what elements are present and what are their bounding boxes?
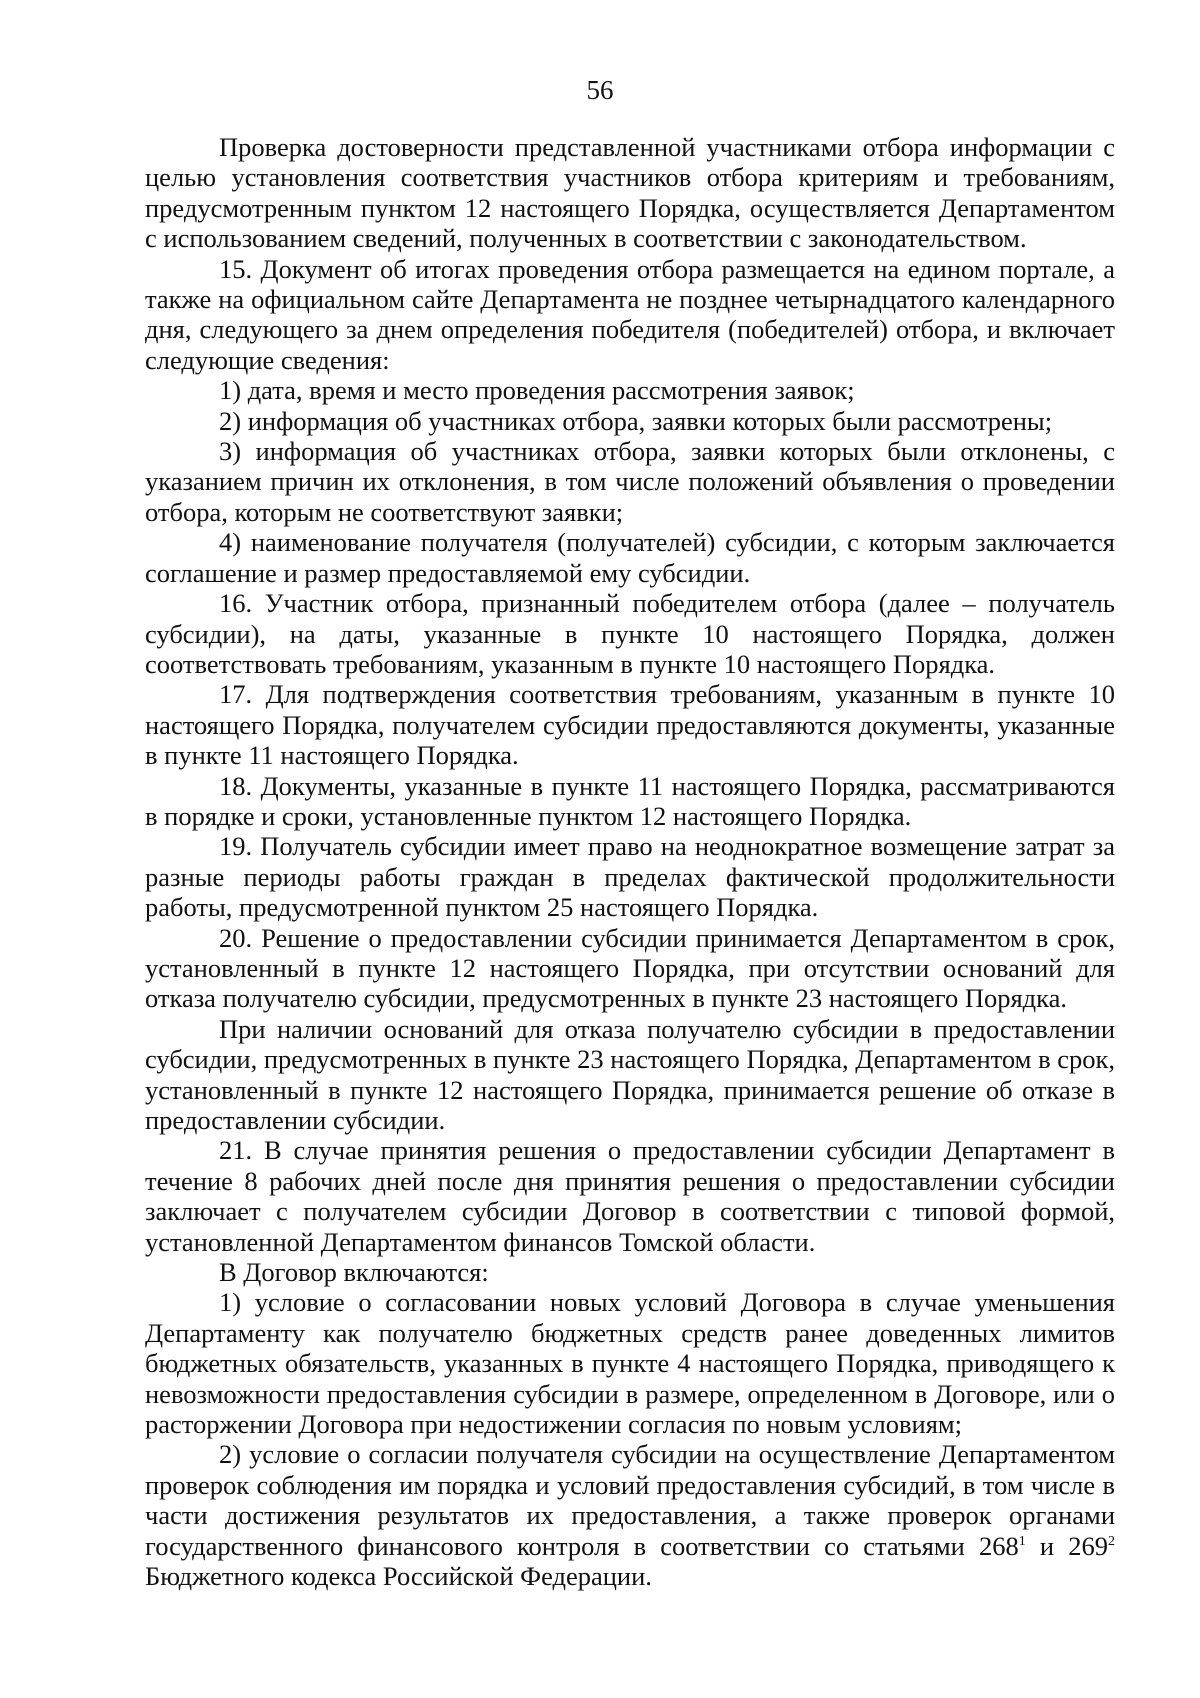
list-item-contract-2-text-after: Бюджетного кодекса Российской Федерации. [145, 1561, 652, 1592]
document-body [145, 132, 1115, 1592]
list-item-contract-1: 1) условие о согласовании новых условий Договора в случае уменьшения Департаменту как получателю бюджетных средств ранее доведенных лимитов бюджетных обязательств, указанных в пункте 4 настоящего Порядка, приводящего к невозможности предоставления субсидии в размере, определенном в Договоре, или о расторжении Договора при недостижении согласия по новым условиям; [145, 1287, 1115, 1440]
paragraph-15: 15. Документ об итогах проведения отбора размещается на едином портале, а также на официальном сайте Департамента не позднее четырнадцатого календарного дня, следующего за днем определения победителя (победителей) отбора, и включает следующие сведения: [145, 253, 1115, 375]
paragraph-20: 20. Решение о предоставлении субсидии принимается Департаментом в срок, установленный в пункте 12 настоящего Порядка, при отсутствии оснований для отказа получателю субсидии, предусмотренных в пункте 23 настоящего Порядка. [145, 922, 1115, 1014]
paragraph-20-refusal: При наличии оснований для отказа получателю субсидии в предоставлении субсидии, предусмотренных в пункте 23 настоящего Порядка, Департаментом в срок, установленный в пункте 12 настоящего Порядка, принимается решение об отказе в предоставлении субсидии. [145, 1013, 1115, 1135]
list-item-15-4: 4) наименование получателя (получателей) субсидии, с которым заключается соглашение и размер предоставляемой ему субсидии. [145, 527, 1115, 588]
list-item-contract-2 [145, 1439, 1115, 1591]
paragraph-18: 18. Документы, указанные в пункте 11 настоящего Порядка, рассматриваются в порядке и сроки, установленные пунктом 12 настоящего Порядка. [145, 770, 1115, 831]
superscript-article-269: 2 [1108, 1533, 1115, 1549]
list-item-contract-2-text-middle: и 269 [1025, 1530, 1108, 1561]
list-item-15-2: 2) информация об участниках отбора, заявки которых были рассмотрены; [219, 405, 1053, 436]
paragraph-contract-includes: В Договор включаются: [219, 1257, 489, 1288]
paragraph-19: 19. Получатель субсидии имеет право на неоднократное возмещение затрат за разные периоды работы граждан в пределах фактической продолжительности работы, предусмотренной пунктом 25 настоящего Порядка. [145, 831, 1115, 923]
paragraph-17: 17. Для подтверждения соответствия требованиям, указанным в пункте 10 настоящего Порядка, получателем субсидии предоставляются документы, указанные в пункте 11 настоящего Порядка. [145, 679, 1115, 771]
paragraph-21: 21. В случае принятия решения о предоставлении субсидии Департамент в течение 8 рабочих дней после дня принятия решения о предоставлении субсидии заключает с получателем субсидии Договор в соответствии с типовой формой, установленной Департаментом финансов Томской области. [145, 1135, 1115, 1257]
paragraph-verification: Проверка достоверности представленной участниками отбора информации с целью установления соответствия участников отбора критериям и требованиям, предусмотренным пунктом 12 настоящего Порядка, осуществляется Департаментом с использованием сведений, полученных в соответствии с законодательством. [145, 132, 1115, 254]
page-number: 56 [586, 75, 614, 105]
superscript-article-268: 1 [1018, 1533, 1026, 1549]
paragraph-16: 16. Участник отбора, признанный победителем отбора (далее – получатель субсидии), на даты, указанные в пункте 10 настоящего Порядка, должен соответствовать требованиям, указанным в пункте 10 настоящего Порядка. [145, 588, 1115, 679]
list-item-contract-2-text-before: 2) условие о согласии получателя субсидии на осуществление Департаментом проверок соблюдения им порядка и условий предоставления субсидий, в том числе в части достижения результатов их предоставления, а также проверок органами государственного финансового контроля в соответствии со статьями 268 [145, 1439, 1115, 1561]
list-item-15-3: 3) информация об участниках отбора, заявки которых были отклонены, с указанием причин их отклонения, в том числе положений объявления о проведении отбора, которым не соответствуют заявки; [145, 436, 1115, 527]
list-item-15-1: 1) дата, время и место проведения рассмотрения заявок; [219, 375, 855, 406]
